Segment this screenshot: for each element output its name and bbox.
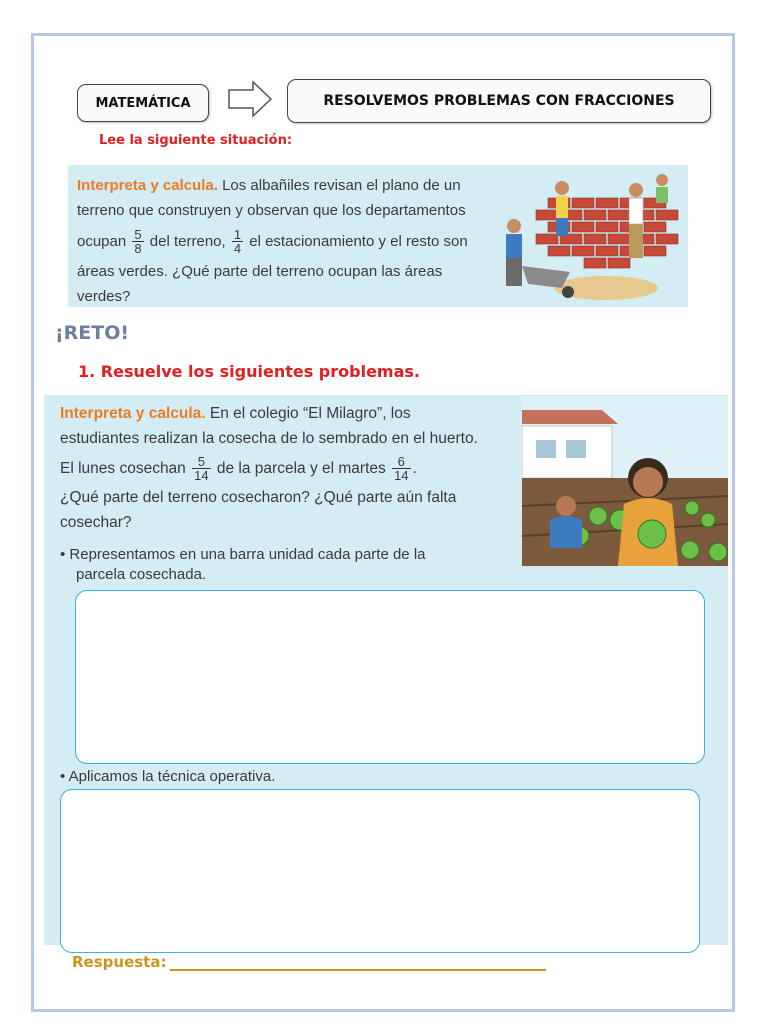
answer-line (72, 953, 546, 971)
fraction-five-fourteenths (192, 455, 210, 482)
topic-label (287, 79, 711, 123)
problem-line-3a: El lunes cosechan (60, 459, 191, 477)
challenge-title: ¡RETO! (55, 322, 130, 344)
problem-heading: Interpreta y calcula. (60, 405, 206, 422)
frac-den: 8 (134, 240, 142, 256)
frac-den: 14 (194, 467, 209, 483)
fraction-six-fourteenths (392, 455, 410, 482)
situation-line-3b: del terreno, (145, 232, 230, 250)
bullet-operation: • Aplicamos la técnica operativa. (60, 768, 276, 785)
problem-line-5: cosechar? (60, 514, 132, 531)
subject-label (77, 84, 209, 122)
frac-num: 5 (192, 455, 210, 469)
bullet-represent-line-1: • Representamos en una barra unidad cada parte de la (60, 546, 426, 563)
answer-box-operation[interactable] (60, 789, 700, 953)
arrow-right-icon (227, 80, 273, 118)
problem-line-3 (60, 451, 520, 485)
problem-line-3b: de la parcela y el martes (212, 459, 391, 477)
fraction-one-quarter (232, 228, 243, 255)
bricklayers-illustration (488, 170, 684, 304)
situation-line-3c: el estacionamiento y el resto son (245, 232, 468, 250)
frac-den: 4 (233, 240, 242, 256)
task-title: 1. Resuelve los siguientes problemas. (78, 362, 420, 381)
situation-line-3a: ocupan (77, 232, 131, 250)
situation-line-4: áreas verdes. ¿Qué parte del terreno ocupan las áreas (77, 263, 443, 280)
frac-num: 6 (392, 455, 410, 469)
answer-blank[interactable] (170, 955, 546, 971)
frac-num: 5 (134, 226, 142, 242)
bullet-represent-line-2: parcela cosechada. (76, 566, 207, 583)
situation-text (77, 173, 487, 309)
answer-label: Respuesta: (72, 953, 167, 971)
harvest-illustration (522, 396, 728, 566)
situation-line-3 (77, 223, 487, 259)
answer-box-bar-diagram[interactable] (75, 590, 705, 764)
problem-line-4: ¿Qué parte del terreno cosecharon? ¿Qué parte aún falta (60, 489, 457, 506)
fraction-five-eighths (132, 228, 143, 255)
problem-line-1: En el colegio “El Milagro”, los (205, 405, 411, 422)
topic-text: RESOLVEMOS PROBLEMAS CON FRACCIONES (323, 93, 675, 109)
situation-line-2: terreno que construyen y observan que los departamentos (77, 202, 466, 219)
bullet-represent (60, 545, 426, 585)
situation-line-1: Los albañiles revisan el plano de un (217, 177, 461, 194)
problem-line-2: estudiantes realizan la cosecha de lo sembrado en el huerto. (60, 430, 478, 447)
intro-label: Lee la siguiente situación: (99, 133, 293, 148)
situation-line-5: verdes? (77, 288, 131, 305)
subject-text: MATEMÁTICA (95, 95, 191, 111)
situation-heading: Interpreta y calcula. (77, 177, 218, 194)
problem-text (60, 401, 520, 535)
frac-num: 1 (233, 226, 242, 242)
frac-den: 14 (394, 467, 409, 483)
problem-line-3c: . (412, 459, 417, 477)
